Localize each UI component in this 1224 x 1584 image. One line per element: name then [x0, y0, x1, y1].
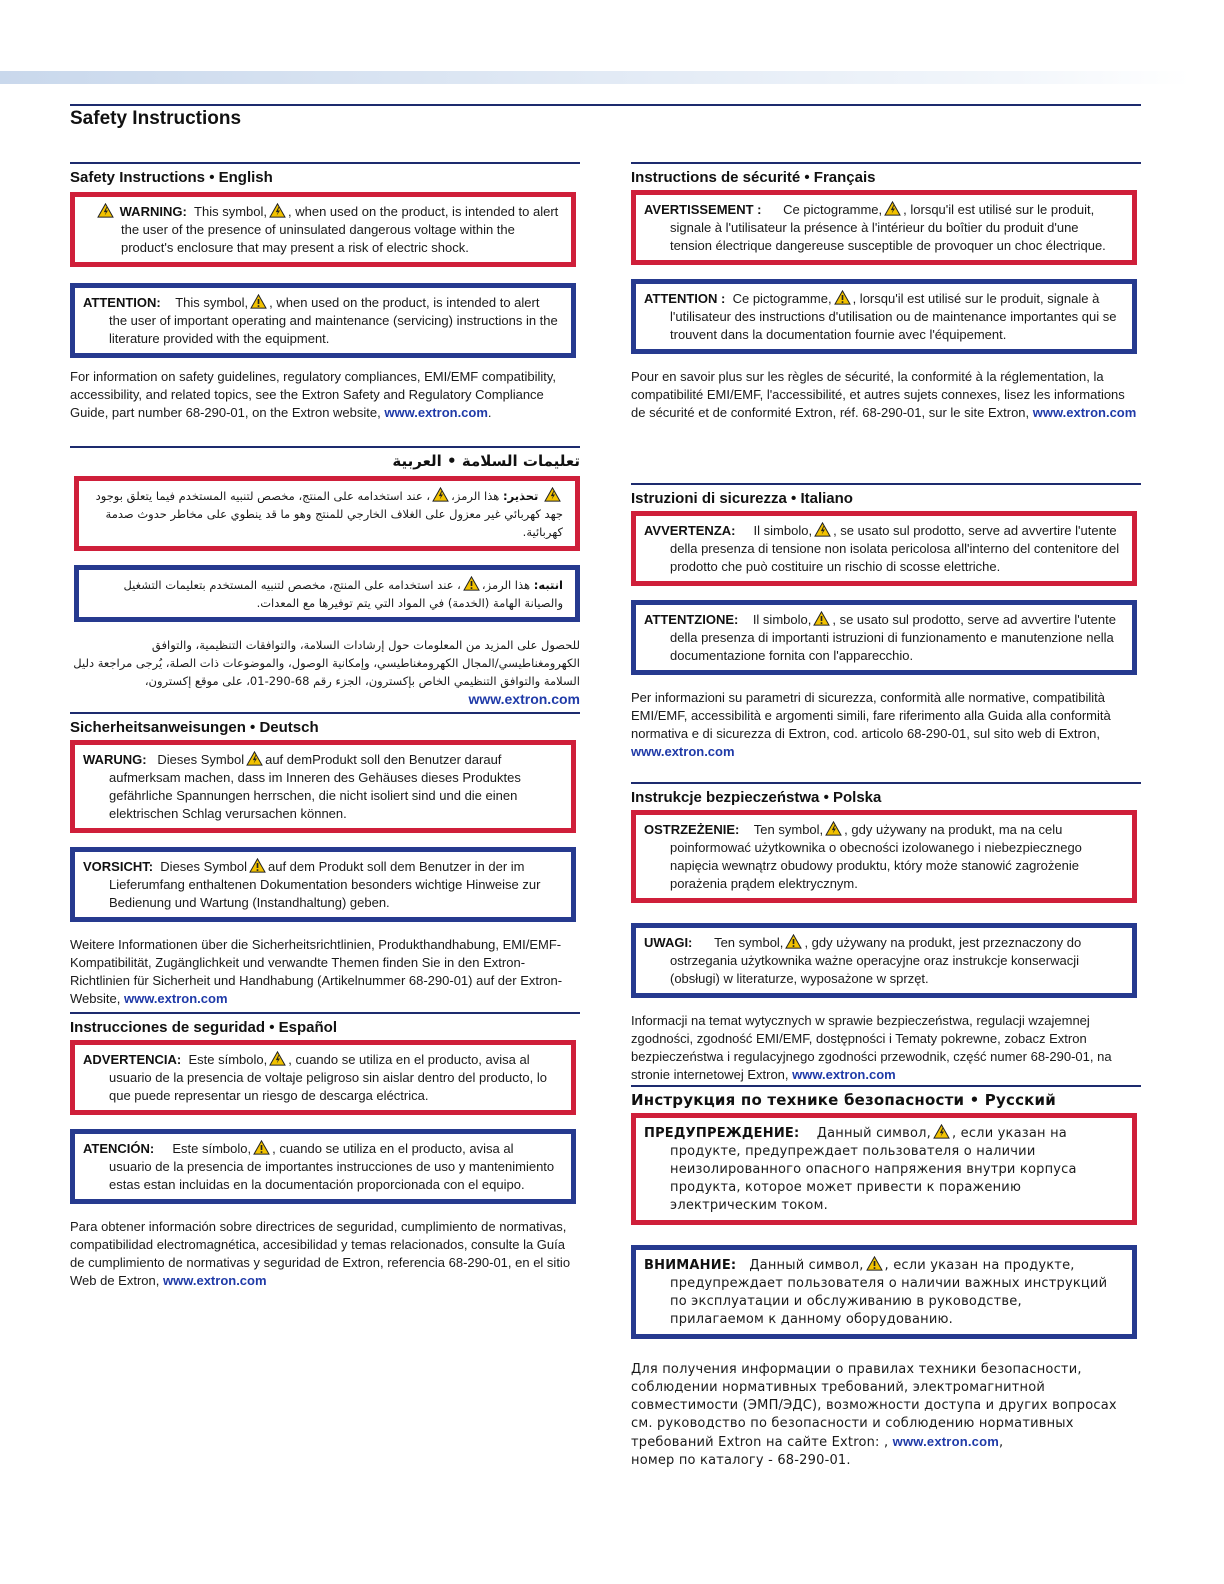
warning-label: ADVERTENCIA:: [83, 1052, 182, 1067]
caution-triangle-icon: [253, 1140, 270, 1155]
warning-box: [631, 1113, 1137, 1225]
warning-text-pre: Dieses Symbol: [157, 752, 245, 767]
info-paragraph: [70, 368, 580, 422]
extron-link[interactable]: www.extron.com: [892, 1434, 999, 1449]
warning-triangle-icon: [814, 522, 831, 537]
warning-text-post: , gdy używany na produkt, ma na celu poinformować użytkownika o obecności izolowanego i niebezpiecznego napięcia wewnątrz obudowy produktu, który może stanowić zagrożenie porażenia prądem elektrycznym.: [670, 822, 1082, 891]
warning-box: [70, 740, 576, 833]
warning-text-post: , when used on the product, is intended to alert the user of the presence of uninsulated dangerous voltage within the product's enclosure that may present a risk of electric shock.: [121, 204, 559, 255]
caution-triangle-icon: [866, 1256, 883, 1271]
attention-text-post: , cuando se utiliza en el producto, avisa al usuario de la presencia de importantes instrucciones de uso y mantenimiento estas estan incluidas en la documentación proporcionada con el equipo.: [109, 1141, 555, 1192]
extron-link[interactable]: www.extron.com: [468, 691, 580, 707]
section-heading: Инструкция по технике безопасности • Русский: [631, 1085, 1141, 1109]
caution-triangle-icon: [463, 576, 480, 591]
extron-link[interactable]: www.extron.com: [163, 1273, 267, 1288]
section-heading: Safety Instructions • English: [70, 162, 580, 186]
page-title: Safety Instructions: [70, 108, 242, 129]
warning-text-post: , если указан на продукте, предупреждает пользователя о наличии неизолированного опасного напряжения внутри корпуса продукта, которое может привести к поражению электрическим током.: [670, 1126, 1077, 1213]
info-paragraph: [70, 1218, 580, 1290]
section-heading: تعليمات السلامة • العربية: [70, 446, 580, 470]
section-heading: Instructions de sécurité • Français: [631, 162, 1141, 186]
warning-label: تحذير:: [503, 489, 539, 503]
attention-box: [631, 1245, 1137, 1339]
warning-text-pre: هذا الرمز،: [451, 489, 500, 503]
info-paragraph: Для получения информации о правилах техники безопасности, соблюдении нормативных требований, электромагнитной совместимости (ЭМП/ЭДС), возможности доступа и других вопросах см. руководство по безопасности и соблюдению нормативных требований Extron на сайте Extron: , www.extron.com, номер по каталогу - 68-290-01.: [631, 1362, 1117, 1468]
warning-text-pre: Este símbolo,: [188, 1052, 268, 1067]
warning-box: [70, 1040, 576, 1115]
info-text: For information on safety guidelines, regulatory compliances, EMI/EMF compatibility, accessibility, and related topics, see the Extron Safety and Regulatory Compliance Guide, part number 68-290-01, on the Extron website,: [70, 369, 557, 420]
caution-triangle-icon: [250, 294, 267, 309]
warning-text-post: , se usato sul prodotto, serve ad avvertire l'utente della presenza di tensione non isolata pericolosa all'interno del contenitore del prodotto che può costituire un rischio di scosse elettriche.: [670, 523, 1120, 574]
info-text: Для получения информации о правилах техники безопасности, соблюдении нормативных требований, электромагнитной совместимости (ЭМП/ЭДС), возможности доступа и других вопросах см. руководство по безопасности и соблюдению нормативных требований Extron на сайте Extron: ,: [631, 1362, 1117, 1450]
caution-triangle-icon: [813, 611, 830, 626]
attention-text-pre: Ce pictogramme,: [732, 291, 832, 306]
info-text: Weitere Informationen über die Sicherheitsrichtlinien, Produkthandhabung, EMI/EMF-Kompatibilität, Zugänglichkeit und verwandte Themen finden Sie in den Extron-Richtlinien für Sicherheit und Handhabung (Artikelnummer 68-290-01) auf der Extron-Website,: [70, 937, 563, 1006]
section-espanol: [70, 1012, 580, 1290]
attention-box: [631, 600, 1137, 675]
warning-text-pre: Ce pictogramme,: [783, 202, 883, 217]
warning-text-post: auf demProdukt soll den Benutzer darauf aufmerksam machen, dass im Inneren des Gehäuses dieses Produktes gefährliche Spannungen herrschen, die nicht isoliert sind und die einen elektrischen Schlag verursachen können.: [109, 752, 521, 821]
warning-triangle-icon: [884, 201, 901, 216]
section-deutsch: [70, 712, 580, 1008]
attention-box: [70, 847, 576, 922]
attention-label: VORSICHT:: [83, 859, 154, 874]
section-polska: [631, 782, 1141, 1084]
attention-box: [70, 1129, 576, 1204]
warning-text-post: , cuando se utiliza en el producto, avisa al usuario de la presencia de voltaje peligroso sin aislar dentro del producto, lo que puede representar un riesgo de descarga eléctrica.: [109, 1052, 547, 1103]
attention-text-pre: Il simbolo,: [752, 612, 812, 627]
info-paragraph: [631, 1012, 1141, 1084]
section-arabic: [70, 446, 580, 709]
attention-text-post: , gdy używany na produkt, jest przeznaczony do ostrzegania użytkownika ważne operacyjne oraz instrukcje konserwacji (obsługi) w literaturze, wyposażone w sprzęt.: [670, 935, 1082, 986]
warning-label: WARNING:: [119, 204, 187, 219]
attention-text-post: , если указан на продукте, предупреждает пользователя о наличии важных инструкций по эксплуатации и обслуживанию в руководстве, прилагаемом к данному оборудованию.: [670, 1258, 1108, 1327]
warning-text-pre: Il simbolo,: [753, 523, 813, 538]
warning-box: [70, 192, 576, 267]
attention-text-pre: This symbol,: [175, 295, 249, 310]
attention-box: [631, 279, 1137, 354]
warning-triangle-icon: [246, 751, 263, 766]
warning-box: [631, 190, 1137, 265]
info-paragraph: [631, 368, 1141, 422]
attention-text-pre: هذا الرمز،: [481, 578, 531, 592]
extron-link[interactable]: www.extron.com: [631, 744, 735, 759]
extron-link[interactable]: www.extron.com: [384, 405, 488, 420]
warning-box: [631, 810, 1137, 903]
attention-text-post: , when used on the product, is intended to alert the user of important operating and maintenance (servicing) instructions in the literature provided with the equipment.: [109, 295, 558, 346]
attention-text-pre: Ten symbol,: [714, 935, 784, 950]
extron-link[interactable]: www.extron.com: [123, 991, 228, 1006]
warning-text-pre: Ten symbol,: [753, 822, 824, 837]
warning-text-post: ، عند استخدامه على المنتج، مخصص لتنبيه المستخدم فيما يتعلق بوجود جهد كهربائي غير معزول على الغلاف الخارجي للمنتج وهو ما قد ينطوي على مخاطر حدوث صدمة كهربائية.: [95, 489, 563, 539]
warning-text-post: , lorsqu'il est utilisé sur le produit, signale à l'utilisateur la présence à l'intérieur du boîtier du produit d'une tension électrique dangereuse susceptible de provoquer un choc électrique.: [670, 202, 1106, 253]
info-text: Pour en savoir plus sur les règles de sécurité, la conformité à la réglementation, la compatibilité EMI/EMF, l'accessibilité, et autres sujets connexes, lisez les informations de sécurité et de conformité Extron, réf. 68-290-01, sur le site Extron,: [631, 369, 1125, 420]
warning-box: [74, 476, 580, 551]
section-heading: Instrukcje bezpieczeństwa • Polska: [631, 782, 1141, 806]
info-paragraph: [70, 936, 580, 1008]
attention-label: ATTENTION:: [83, 295, 161, 310]
warning-label: ПРЕДУПРЕЖДЕНИЕ:: [644, 1126, 800, 1141]
caution-triangle-icon: [249, 858, 266, 873]
info-paragraph: [631, 689, 1141, 761]
attention-label: ATENCIÓN:: [83, 1141, 155, 1156]
info-text: Informacji na temat wytycznych w sprawie bezpieczeństwa, regulacji wzajemnej zgodności, zgodność EMI/EMF, dostępności i Tematy pokrewne, zobacz Extron bezpieczeństwa i regulacyjnego zgodności przewodnik, część numer 68-290-01, na stronie internetowej Extron,: [631, 1013, 1112, 1082]
attention-label: انتبه:: [533, 578, 563, 592]
warning-label: OSTRZEŻENIE:: [644, 822, 740, 837]
section-heading: Istruzioni di sicurezza • Italiano: [631, 483, 1141, 507]
warning-label: WARUNG:: [83, 752, 147, 767]
warning-triangle-icon: [432, 487, 449, 502]
attention-text-post: auf dem Produkt soll dem Benutzer in der im Lieferumfang enthaltenen Dokumentation besonders wichtige Hinweise zur Bedienung und Wartung (Instandhaltung) geben.: [109, 859, 541, 910]
section-heading: Instrucciones de seguridad • Español: [70, 1012, 580, 1036]
attention-label: ВНИМАНИЕ:: [644, 1258, 737, 1273]
header-gradient-bar: [0, 71, 1190, 84]
attention-text-post: , se usato sul prodotto, serve ad avvertire l'utente della presenza di importanti istruzioni di funzionamento e manutenzione nella documentazione fornita con l'apparecchio.: [670, 612, 1116, 663]
attention-label: UWAGI:: [644, 935, 693, 950]
caution-triangle-icon: [785, 934, 802, 949]
warning-label: AVVERTENZA:: [644, 523, 736, 538]
warning-triangle-icon: [933, 1124, 950, 1139]
attention-box: [631, 923, 1137, 998]
warning-triangle-icon: [97, 203, 114, 218]
info-text: للحصول على المزيد من المعلومات حول إرشادات السلامة، والتوافقات التنظيمية، والتوافق الكهرومغناطيسي/المجال الكهرومغناطيسي، وإمكانية الوصول، والموضوعات ذات الصلة، يُرجى مراجعة دليل السلامة والتوافق التنظيمي الخاص بإكسترون، الجزء رقم 68-290-01، على موقع إكسترون،: [73, 638, 580, 688]
info-text: Per informazioni su parametri di sicurezza, conformità alle normative, compatibilità EMI/EMF, accessibilità e argomenti simili, fare riferimento alla Guida alla conformità normativa e di sicurezza di Extron, cod. articolo 68-290-01, sul sito web di Extron,: [631, 690, 1111, 741]
attention-text-pre: Данный символ,: [749, 1258, 864, 1273]
info-end: номер по каталогу - 68-290-01.: [631, 1453, 851, 1468]
attention-label: ATTENTZIONE:: [644, 612, 739, 627]
warning-triangle-icon: [544, 487, 561, 502]
attention-text-pre: Este símbolo,: [172, 1141, 252, 1156]
info-paragraph: [70, 636, 580, 709]
warning-text-pre: This symbol,: [194, 204, 267, 219]
warning-triangle-icon: [269, 1051, 286, 1066]
section-russian: [631, 1085, 1141, 1470]
attention-box: [74, 565, 580, 622]
title-rule: [70, 104, 1141, 106]
section-francais: [631, 162, 1141, 422]
attention-text-post: , lorsqu'il est utilisé sur le produit, signale à l'utilisateur des instructions d'utilisation ou de maintenance importantes qui se trouvent dans la documentation fournie avec l'équipement.: [670, 291, 1117, 342]
section-heading: Sicherheitsanweisungen • Deutsch: [70, 712, 580, 736]
section-italiano: [631, 483, 1141, 761]
warning-triangle-icon: [825, 821, 842, 836]
section-english: [70, 162, 580, 422]
attention-text-post: ، عند استخدامه على المنتج، مخصص لتنبيه المستخدم بتعليمات التشغيل والصيانة الهامة (الخدمة) في المواد التي يتم توفيرها مع المعدات.: [123, 578, 563, 610]
extron-link[interactable]: www.extron.com: [792, 1067, 896, 1082]
warning-box: [631, 511, 1137, 586]
extron-link[interactable]: www.extron.com: [1032, 405, 1137, 420]
attention-box: [70, 283, 576, 358]
info-text: Para obtener información sobre directrices de seguridad, cumplimiento de normativas, compatibilidad electromagnética, accesibilidad y temas relacionados, consulte la Guía de cumplimiento de normativas y seguridad de Extron, referencia 68-290-01, en el sitio Web de Extron,: [70, 1219, 571, 1288]
caution-triangle-icon: [834, 290, 851, 305]
warning-triangle-icon: [269, 203, 286, 218]
info-end: .: [487, 405, 492, 420]
warning-text-pre: Данный символ,: [816, 1126, 931, 1141]
warning-label: AVERTISSEMENT :: [644, 202, 762, 217]
attention-text-pre: Dieses Symbol: [160, 859, 247, 874]
attention-label: ATTENTION :: [644, 291, 726, 306]
